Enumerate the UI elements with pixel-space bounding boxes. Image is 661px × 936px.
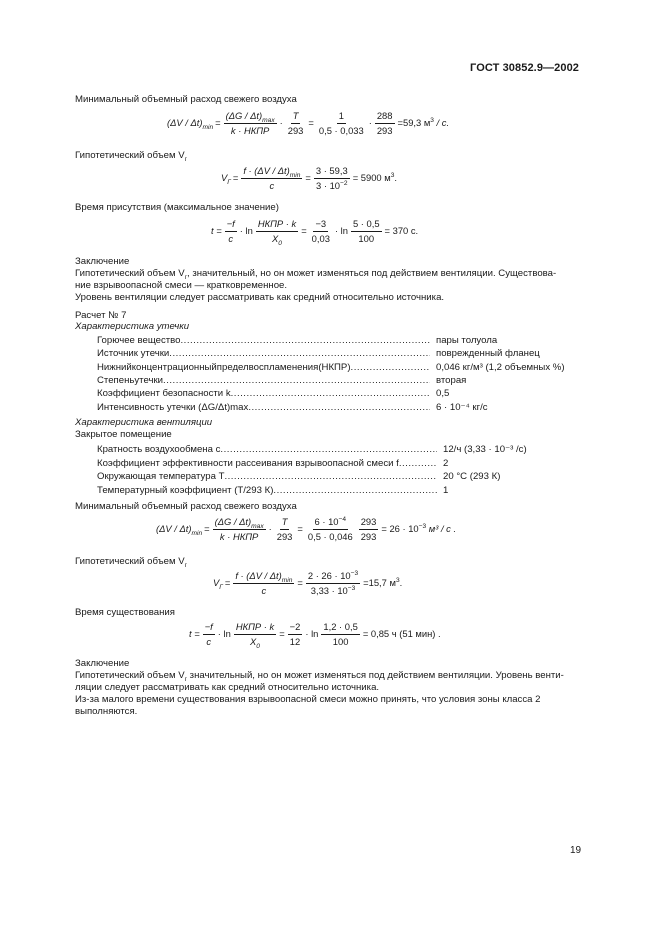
existence-time-label: Время существования xyxy=(75,607,175,618)
equation-hyp-volume-1: $V_Г$ = $f \cdot (\Delta V / \Delta t)_{min}$ c = $\frac{3 \cdot 59,3}{3 \cdot 10^{-2}}$ = 5900 $м^3$. xyxy=(221,165,397,191)
row-value: 12/ч (3,33 · 10⁻³ /с) xyxy=(443,444,527,455)
table-row xyxy=(97,402,586,414)
min-flow-label-1: Минимальный объемный расход свежего воздуха xyxy=(75,94,297,105)
dot-leader xyxy=(220,444,437,456)
row-label: Коэффициент эффективности рассеивания взрывоопасной смеси f xyxy=(97,457,399,469)
presence-time-label: Время присутствия (максимальное значение) xyxy=(75,202,279,213)
section-title: Расчет № 7 xyxy=(75,310,127,321)
row-value: поврежденный фланец xyxy=(436,348,540,360)
document-code: ГОСТ 30852.9—2002 xyxy=(470,62,580,74)
row-value: 20 °С (293 К) xyxy=(443,471,501,482)
table-row xyxy=(97,458,593,470)
min-flow-label-2: Минимальный объемный расход свежего воздуха xyxy=(75,501,297,512)
hyp-volume-label-2: Гипотетический объем $V_г$ xyxy=(75,556,188,569)
equation-hyp-volume-2: $V_Г$ = $f \cdot (\Delta V / \Delta t)_{min}$ c = $\frac{2 \cdot 26 \cdot 10^{-3}}{3,33 \cdot 10^{-3}}$ =15,7 $м^3$. xyxy=(213,569,403,596)
row-label: Интенсивность утечки (ΔG/Δt)max xyxy=(97,401,249,413)
table-row xyxy=(97,471,593,483)
row-value: вторая xyxy=(436,374,467,386)
dot-leader xyxy=(399,458,437,470)
row-label: Кратность воздухообмена с xyxy=(97,444,221,455)
row-value: пары толуола xyxy=(436,335,498,346)
dot-leader xyxy=(248,402,430,414)
page-number: 19 xyxy=(570,845,582,856)
hyp-volume-label-1: Гипотетический объем $V_г$ xyxy=(75,150,188,163)
table-row xyxy=(97,362,586,374)
table-row xyxy=(97,485,593,497)
table-row xyxy=(97,375,586,387)
equation-presence-time: t = $\frac{-f}{c}$ · ln НКПР · k $X_0$ = $\frac{-3}{0,03}$ · ln $\frac{5 \cdot 0,5}{100}$ = 370 с. xyxy=(211,218,419,247)
conclusion-1-line-3: Уровень вентиляции следует рассматривать как средний относительно источника. xyxy=(75,292,445,303)
closed-room: Закрытое помещение xyxy=(75,429,172,440)
row-value: 2 xyxy=(443,457,449,469)
table-row xyxy=(97,388,586,400)
row-label: Источник утечки xyxy=(97,348,170,360)
row-label: Нижнийконцентрационныйпределвоспламенения(НКПР) xyxy=(97,361,351,373)
row-label: Коэффициент безопасности k xyxy=(97,388,231,400)
row-value: 0,046 кг/м³ (1,2 объемных %) xyxy=(436,361,565,373)
dot-leader xyxy=(351,362,430,374)
vent-title: Характеристика вентиляции xyxy=(75,417,213,428)
dot-leader xyxy=(231,388,430,400)
row-label: Степеньутечки xyxy=(97,374,164,386)
dot-leader xyxy=(273,485,437,497)
row-value: 1 xyxy=(443,484,449,496)
equation-min-flow-2: $(\Delta V / \Delta t)_{min}$ = $(\Delta G / \Delta t)_{max}$ k · НКПР · $\frac{T}{293}$ = $\frac{6 \cdot 10^{-4}}{0,5 \cdot 0,046}$ $\frac{293}{293}$ = $26 \cdot 10^{-3}$ м³ / с . xyxy=(156,515,457,542)
row-label: Температурный коэффициент (T/293 К) xyxy=(97,484,274,496)
conclusion-2-line-1: Гипотетический объем $V_г$ значительный, но он может изменяться под действием вентиляции. Уровень венти- xyxy=(75,670,564,683)
row-label: Горючее вещество xyxy=(97,335,181,346)
dot-leader xyxy=(224,471,437,483)
dot-leader xyxy=(169,348,430,360)
conclusion-2-line-2: ляции следует рассматривать как средний относительно источника. xyxy=(75,682,380,693)
conclusion-1-line-1: Гипотетический объем $V_г$, значительный, но он может изменяться под действием вентиляции. Существова- xyxy=(75,268,557,281)
row-label: Окружающая температура T xyxy=(97,471,225,482)
table-row xyxy=(97,444,593,456)
conclusion-title-2: Заключение xyxy=(75,658,130,669)
leak-title: Характеристика утечки xyxy=(75,321,190,332)
conclusion-title-1: Заключение xyxy=(75,256,130,267)
table-row xyxy=(97,335,586,347)
row-value: 6 · 10⁻⁴ кг/с xyxy=(436,401,488,413)
dot-leader xyxy=(181,335,430,347)
row-value: 0,5 xyxy=(436,388,450,400)
equation-min-flow-1: $(\Delta V / \Delta t)_{min}$ = $(\Delta G / \Delta t)_{max}$ k · НКПР · $\frac{T}{293}$ = $\frac{1}{0,5 \cdot 0,033}$ · $\frac{288}{293}$ =59,3 $м^3$ / с. xyxy=(167,110,450,136)
conclusion-2-line-3: Из-за малого времени существования взрывоопасной смеси можно принять, что условия зоны класса 2 xyxy=(75,694,541,705)
dot-leader xyxy=(163,375,430,387)
table-row xyxy=(97,348,586,360)
equation-existence-time: t = $\frac{-f}{c}$ · ln НКПР · k $X_0$ = $\frac{-2}{12}$ · ln $\frac{1,2 \cdot 0,5}{100}$ = 0,85 ч (51 мин) . xyxy=(189,621,441,650)
conclusion-2-line-4: выполняются. xyxy=(75,706,138,717)
conclusion-1-line-2: ние взрывоопасной смеси — кратковременное. xyxy=(75,280,288,291)
